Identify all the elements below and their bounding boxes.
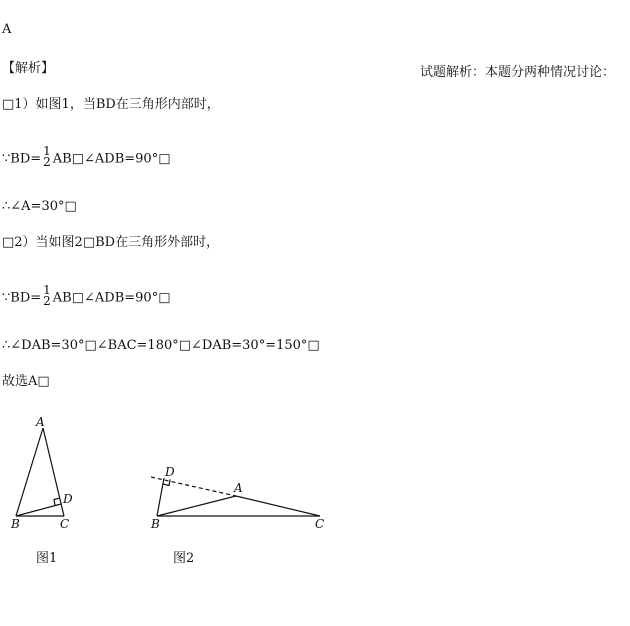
given-prefix: ∵BD= (2, 290, 42, 306)
fig1-label-a: A (36, 415, 45, 429)
fraction-numerator: 1 (43, 144, 51, 158)
fig2-side-ba (157, 496, 236, 516)
fig2-label-b: B (151, 517, 160, 531)
fig1-side-ab (16, 428, 43, 516)
fig1-segment-bd (16, 504, 61, 516)
figure-2-diagram (145, 462, 330, 537)
case-one-conclusion: ∴∠A=30°□ (2, 199, 77, 214)
figure-1-caption: 图1 (36, 551, 58, 566)
given-prefix: ∵BD= (2, 151, 42, 167)
answer-letter: A (2, 22, 12, 37)
case-two-given (2, 283, 171, 309)
analysis-title: 【解析】 (2, 61, 55, 76)
final-answer: 故选A□ (2, 374, 50, 389)
fig1-side-ac (43, 428, 64, 516)
case-two-line: □2）当如图2□BD在三角形外部时， (2, 235, 220, 250)
analysis-intro: 试题解析：本题分两种情况讨论： (420, 65, 616, 80)
fraction-denominator: 2 (43, 155, 51, 169)
given-suffix: AB□∠ADB=90°□ (52, 290, 171, 306)
fig1-label-b: B (11, 517, 20, 531)
fig2-segment-bd (157, 478, 164, 516)
fig2-label-d: D (165, 465, 175, 479)
figure-2-caption: 图2 (173, 551, 195, 566)
case-two-conclusion: ∴∠DAB=30°□∠BAC=180°□∠DAB=30°=150°□ (2, 338, 320, 353)
fig1-label-c: C (60, 517, 70, 531)
fraction-half (43, 146, 51, 168)
fig2-side-ac (236, 496, 320, 516)
fraction-denominator: 2 (43, 294, 51, 308)
fig2-label-c: C (315, 517, 325, 531)
fig1-label-d: D (63, 492, 73, 506)
given-suffix: AB□∠ADB=90°□ (52, 151, 171, 167)
case-one-line: □1）如图1，当BD在三角形内部时， (2, 97, 220, 112)
fraction-half (43, 285, 51, 307)
case-one-given (2, 144, 171, 170)
fraction-numerator: 1 (43, 283, 51, 297)
figure-1-diagram (5, 412, 95, 537)
fig2-label-a: A (234, 481, 243, 495)
